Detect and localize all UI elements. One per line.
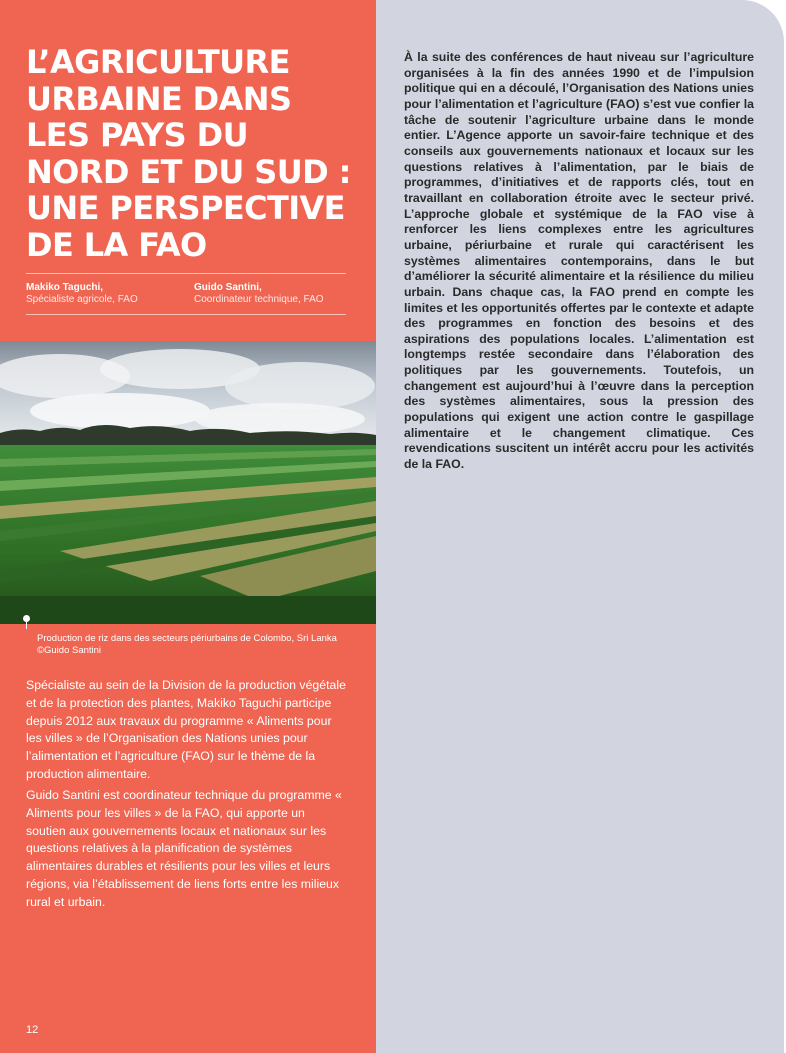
rice-field-photo xyxy=(0,341,376,624)
page-number: 12 xyxy=(26,1024,39,1036)
article-title: L’AGRICULTURE URBAINE DANS LES PAYS DU NORD ET DU SUD : UNE PERSPECTIVE DE LA FAO xyxy=(26,43,351,264)
bio-paragraph-2: Guido Santini est coordinateur technique du programme « Aliments pour les villes » de la FAO, qui apporte un soutien aux gouvernements locaux et nationaux sur les questions relatives à la planification de systèmes alimentaires durables et résilients pour les villes et leurs régions, via l’établissement de liens forts entre les milieux rural et urbain. xyxy=(26,788,342,909)
bio-paragraph-1: Spécialiste au sein de la Division de la production végétale et de la protection des plantes, Makiko Taguchi participe depuis 2012 aux travaux du programme « Aliments pour les villes » de l’Organisation des Nations unies pour l’alimentation et l’agriculture (FAO) sur le thème de la production alimentaire. xyxy=(26,678,346,781)
author-1 xyxy=(26,282,138,306)
author-2 xyxy=(194,282,324,306)
author-2-role: Coordinateur technique, FAO xyxy=(194,294,324,305)
left-panel xyxy=(0,0,376,1053)
author-1-role: Spécialiste agricole, FAO xyxy=(26,294,138,305)
authors-divider xyxy=(26,314,346,315)
author-2-name: Guido Santini, xyxy=(194,282,262,293)
author-1-name: Makiko Taguchi, xyxy=(26,282,104,293)
title-divider xyxy=(26,273,346,274)
body-paragraph: À la suite des conférences de haut niveau sur l’agriculture organisées à la fin des années 1990 et de l’impulsion politique qui en a découlé, l’Organisation des Nations unies pour l’alimentation et l’agriculture (FAO) s’est vue confier la tâche de soutenir l’agriculture urbaine dans le monde entier. L’Agence apporte un savoir-faire technique et des conseils aux gouvernements nationaux et locaux sur les questions relatives à l’alimentation, par le biais de programmes, d’initiatives et de rapports clés, tout en travaillant en collaboration étroite avec le secteur privé. L’approche globale et systémique de la FAO vise à renforcer les liens complexes entre les agricultures urbaine, périurbaine et rurale qui caractérisent les systèmes alimentaires contemporains, dans le but d’améliorer la sécurité alimentaire et la résilience du milieu urbain. Dans chaque cas, la FAO prend en compte les limites et les opportunités offertes par le contexte et adapte des programmes en fonction des besoins et des aspirations des populations locales. L’alimentation est longtemps restée secondaire dans l’élaboration des politiques par les gouvernements. Toutefois, un changement est aujourd’hui à l’œuvre dans la perception des systèmes alimentaires, sous la pression des populations qui exigent une action contre le gaspillage alimentaire et le changement climatique. Ces revendications suscitent un intérêt accru pour les activités de la FAO. xyxy=(404,50,754,472)
photo-caption: Production de riz dans des secteurs périurbains de Colombo, Sri Lanka ©Guido Santini xyxy=(37,633,337,656)
caption-marker-dot xyxy=(23,615,30,622)
